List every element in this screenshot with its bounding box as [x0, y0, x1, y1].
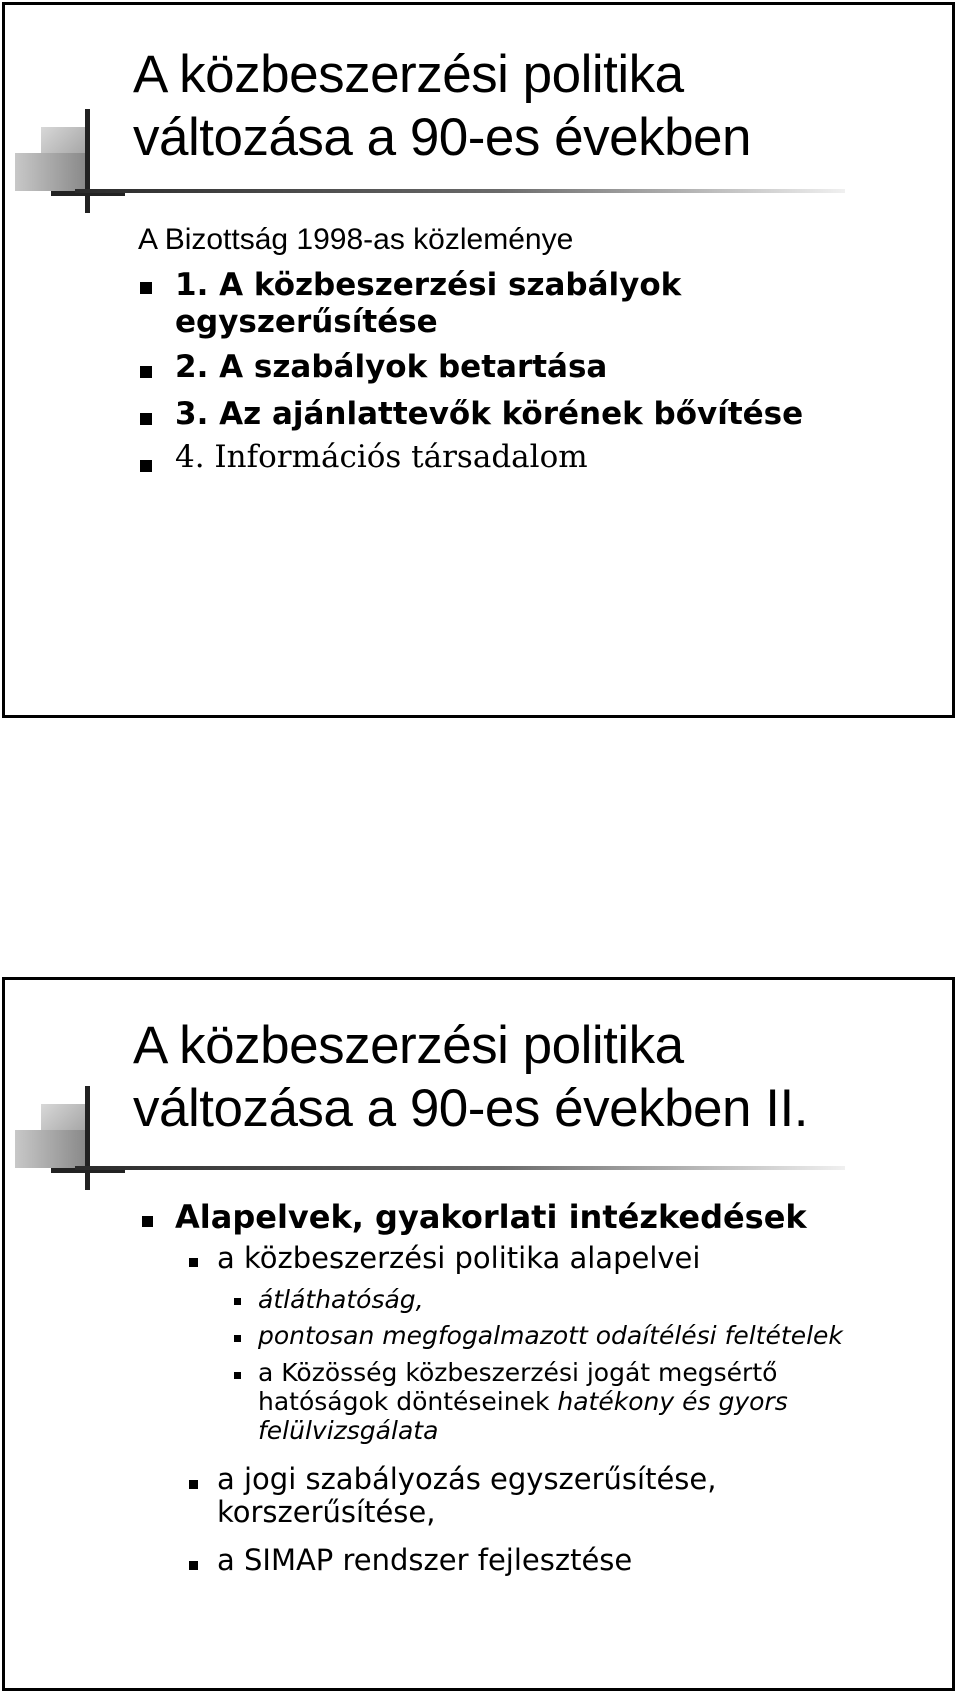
title-divider — [75, 1166, 845, 1170]
bullet-square-icon — [140, 460, 152, 472]
list-item-line: egyszerűsítése — [175, 304, 438, 340]
level2-item — [217, 1463, 716, 1529]
slide-title-line-1: A közbeszerzési politika — [133, 45, 684, 104]
list-item: 3. Az ajánlattevők körének bővítése — [175, 396, 804, 432]
level3-item: átláthatóság, — [258, 1285, 424, 1314]
level3-line: felülvizsgálata — [258, 1416, 439, 1445]
italic-text: hatékony és gyors — [557, 1387, 788, 1416]
level3-line — [258, 1387, 788, 1416]
slide-title — [133, 1014, 808, 1140]
level3-item — [258, 1358, 788, 1445]
slide-title-line-2: változása a 90-es években — [133, 108, 752, 167]
list-item: 4. Információs társadalom — [175, 439, 588, 475]
level1-item: Alapelvek, gyakorlati intézkedések — [175, 1198, 807, 1236]
list-item: 2. A szabályok betartása — [175, 349, 608, 385]
bullet-square-icon — [189, 1480, 198, 1489]
plain-text: hatóságok döntéseinek — [258, 1387, 558, 1416]
bullet-square-icon — [189, 1258, 198, 1267]
list-item-line: 1. A közbeszerzési szabályok — [175, 267, 682, 303]
level2-line: korszerűsítése, — [217, 1495, 436, 1529]
title-divider — [75, 189, 845, 193]
level3-item: pontosan megfogalmazott odaítélési feltételek — [258, 1321, 843, 1350]
corner-ornament-icon — [15, 1086, 125, 1206]
bullet-square-icon — [142, 1216, 153, 1227]
bullet-square-icon — [140, 366, 152, 378]
bullet-square-icon — [189, 1561, 198, 1570]
intro-text: A Bizottság 1998-as közleménye — [138, 223, 574, 256]
slide-title — [133, 43, 751, 169]
bullet-square-icon — [140, 413, 152, 425]
slide-2 — [2, 977, 955, 1691]
bullet-square-icon — [234, 1372, 241, 1379]
bullet-square-icon — [140, 282, 152, 294]
level2-item: a SIMAP rendszer fejlesztése — [217, 1543, 633, 1577]
slide-1 — [2, 2, 955, 718]
level2-item: a közbeszerzési politika alapelvei — [217, 1241, 701, 1275]
corner-ornament-icon — [15, 109, 125, 229]
slide-title-line-2: változása a 90-es években II. — [133, 1079, 808, 1138]
level3-line: a Közösség közbeszerzési jogát megsértő — [258, 1358, 778, 1387]
slide-title-line-1: A közbeszerzési politika — [133, 1016, 684, 1075]
level2-line: a jogi szabályozás egyszerűsítése, — [217, 1462, 717, 1496]
bullet-square-icon — [234, 1335, 241, 1342]
bullet-square-icon — [234, 1298, 241, 1305]
list-item — [175, 267, 681, 341]
